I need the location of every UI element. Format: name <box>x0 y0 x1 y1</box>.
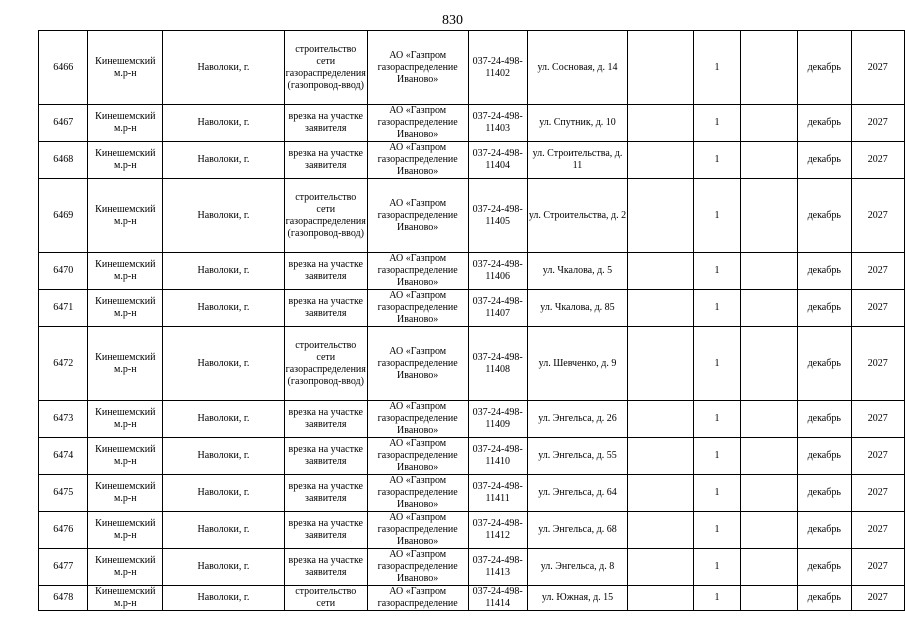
locality-cell: Наволоки, г. <box>163 253 284 290</box>
code-cell: 037-24-498-11414 <box>468 586 527 611</box>
address-cell: ул. Энгельса, д. 68 <box>527 512 627 549</box>
table-row <box>39 31 905 105</box>
organization-cell: АО «Газпром газораспределение Иваново» <box>367 31 468 105</box>
quantity-cell: 1 <box>693 327 740 401</box>
month-cell: декабрь <box>797 549 851 586</box>
table-row <box>39 290 905 327</box>
month-cell: декабрь <box>797 327 851 401</box>
empty-cell <box>741 401 798 438</box>
row-number: 6469 <box>39 179 88 253</box>
locality-cell: Наволоки, г. <box>163 438 284 475</box>
locality-cell: Наволоки, г. <box>163 290 284 327</box>
organization-cell: АО «Газпром газораспределение Иваново» <box>367 290 468 327</box>
work-type-cell: врезка на участке заявителя <box>284 290 367 327</box>
empty-cell <box>741 31 798 105</box>
organization-cell: АО «Газпром газораспределение Иваново» <box>367 549 468 586</box>
work-type-cell: строительство сети газораспределения (газопровод-ввод) <box>284 31 367 105</box>
district-cell: Кинешемский м.р-н <box>88 549 163 586</box>
empty-cell <box>628 253 694 290</box>
table-row <box>39 549 905 586</box>
address-cell: ул. Шевченко, д. 9 <box>527 327 627 401</box>
code-cell: 037-24-498-11410 <box>468 438 527 475</box>
row-number: 6470 <box>39 253 88 290</box>
quantity-cell: 1 <box>693 401 740 438</box>
month-cell: декабрь <box>797 438 851 475</box>
code-cell: 037-24-498-11406 <box>468 253 527 290</box>
district-cell: Кинешемский м.р-н <box>88 253 163 290</box>
empty-cell <box>628 142 694 179</box>
work-type-cell: врезка на участке заявителя <box>284 475 367 512</box>
table-row <box>39 401 905 438</box>
row-number: 6476 <box>39 512 88 549</box>
locality-cell: Наволоки, г. <box>163 142 284 179</box>
year-cell: 2027 <box>851 549 904 586</box>
empty-cell <box>741 290 798 327</box>
empty-cell <box>741 327 798 401</box>
year-cell: 2027 <box>851 31 904 105</box>
month-cell: декабрь <box>797 253 851 290</box>
table-row <box>39 438 905 475</box>
quantity-cell: 1 <box>693 475 740 512</box>
year-cell: 2027 <box>851 179 904 253</box>
empty-cell <box>741 438 798 475</box>
organization-cell: АО «Газпром газораспределение Иваново» <box>367 512 468 549</box>
month-cell: декабрь <box>797 586 851 611</box>
empty-cell <box>741 586 798 611</box>
table-row <box>39 475 905 512</box>
address-cell: ул. Южная, д. 15 <box>527 586 627 611</box>
year-cell: 2027 <box>851 290 904 327</box>
empty-cell <box>741 253 798 290</box>
code-cell: 037-24-498-11404 <box>468 142 527 179</box>
page-number: 830 <box>442 13 463 28</box>
year-cell: 2027 <box>851 401 904 438</box>
work-type-cell: строительство сети газораспределения (газопровод-ввод) <box>284 179 367 253</box>
empty-cell <box>628 179 694 253</box>
address-cell: ул. Строительства, д. 11 <box>527 142 627 179</box>
quantity-cell: 1 <box>693 512 740 549</box>
empty-cell <box>628 327 694 401</box>
row-number: 6472 <box>39 327 88 401</box>
address-cell: ул. Чкалова, д. 85 <box>527 290 627 327</box>
empty-cell <box>628 105 694 142</box>
year-cell: 2027 <box>851 253 904 290</box>
code-cell: 037-24-498-11407 <box>468 290 527 327</box>
month-cell: декабрь <box>797 290 851 327</box>
work-type-cell: врезка на участке заявителя <box>284 438 367 475</box>
locality-cell: Наволоки, г. <box>163 512 284 549</box>
district-cell: Кинешемский м.р-н <box>88 31 163 105</box>
code-cell: 037-24-498-11408 <box>468 327 527 401</box>
code-cell: 037-24-498-11411 <box>468 475 527 512</box>
code-cell: 037-24-498-11403 <box>468 105 527 142</box>
quantity-cell: 1 <box>693 179 740 253</box>
row-number: 6477 <box>39 549 88 586</box>
month-cell: декабрь <box>797 512 851 549</box>
month-cell: декабрь <box>797 31 851 105</box>
address-cell: ул. Энгельса, д. 55 <box>527 438 627 475</box>
month-cell: декабрь <box>797 179 851 253</box>
empty-cell <box>628 475 694 512</box>
code-cell: 037-24-498-11409 <box>468 401 527 438</box>
district-cell: Кинешемский м.р-н <box>88 512 163 549</box>
address-cell: ул. Энгельса, д. 26 <box>527 401 627 438</box>
row-number: 6475 <box>39 475 88 512</box>
year-cell: 2027 <box>851 105 904 142</box>
district-cell: Кинешемский м.р-н <box>88 438 163 475</box>
table-row <box>39 179 905 253</box>
locality-cell: Наволоки, г. <box>163 31 284 105</box>
month-cell: декабрь <box>797 105 851 142</box>
row-number: 6467 <box>39 105 88 142</box>
address-cell: ул. Энгельса, д. 64 <box>527 475 627 512</box>
year-cell: 2027 <box>851 586 904 611</box>
empty-cell <box>628 512 694 549</box>
work-type-cell: врезка на участке заявителя <box>284 142 367 179</box>
row-number: 6473 <box>39 401 88 438</box>
year-cell: 2027 <box>851 512 904 549</box>
work-type-cell: врезка на участке заявителя <box>284 549 367 586</box>
address-cell: ул. Строительства, д. 2 <box>527 179 627 253</box>
work-type-cell: строительство сети <box>284 586 367 611</box>
district-cell: Кинешемский м.р-н <box>88 142 163 179</box>
locality-cell: Наволоки, г. <box>163 401 284 438</box>
address-cell: ул. Спутник, д. 10 <box>527 105 627 142</box>
empty-cell <box>628 549 694 586</box>
empty-cell <box>628 290 694 327</box>
quantity-cell: 1 <box>693 105 740 142</box>
table-row <box>39 253 905 290</box>
quantity-cell: 1 <box>693 31 740 105</box>
work-type-cell: врезка на участке заявителя <box>284 512 367 549</box>
month-cell: декабрь <box>797 142 851 179</box>
quantity-cell: 1 <box>693 549 740 586</box>
row-number: 6474 <box>39 438 88 475</box>
row-number: 6478 <box>39 586 88 611</box>
locality-cell: Наволоки, г. <box>163 475 284 512</box>
empty-cell <box>628 401 694 438</box>
code-cell: 037-24-498-11413 <box>468 549 527 586</box>
row-number: 6471 <box>39 290 88 327</box>
organization-cell: АО «Газпром газораспределение Иваново» <box>367 401 468 438</box>
work-type-cell: строительство сети газораспределения (газопровод-ввод) <box>284 327 367 401</box>
district-cell: Кинешемский м.р-н <box>88 586 163 611</box>
table-row <box>39 327 905 401</box>
table-row <box>39 105 905 142</box>
empty-cell <box>741 142 798 179</box>
row-number: 6466 <box>39 31 88 105</box>
empty-cell <box>628 438 694 475</box>
organization-cell: АО «Газпром газораспределение <box>367 586 468 611</box>
empty-cell <box>628 586 694 611</box>
organization-cell: АО «Газпром газораспределение Иваново» <box>367 475 468 512</box>
empty-cell <box>741 475 798 512</box>
month-cell: декабрь <box>797 401 851 438</box>
year-cell: 2027 <box>851 438 904 475</box>
organization-cell: АО «Газпром газораспределение Иваново» <box>367 438 468 475</box>
table-row <box>39 512 905 549</box>
work-type-cell: врезка на участке заявителя <box>284 401 367 438</box>
organization-cell: АО «Газпром газораспределение Иваново» <box>367 105 468 142</box>
district-cell: Кинешемский м.р-н <box>88 290 163 327</box>
locality-cell: Наволоки, г. <box>163 586 284 611</box>
empty-cell <box>741 549 798 586</box>
year-cell: 2027 <box>851 142 904 179</box>
code-cell: 037-24-498-11405 <box>468 179 527 253</box>
locality-cell: Наволоки, г. <box>163 327 284 401</box>
quantity-cell: 1 <box>693 438 740 475</box>
locality-cell: Наволоки, г. <box>163 179 284 253</box>
district-cell: Кинешемский м.р-н <box>88 179 163 253</box>
table-row <box>39 586 905 611</box>
empty-cell <box>628 31 694 105</box>
address-cell: ул. Энгельса, д. 8 <box>527 549 627 586</box>
quantity-cell: 1 <box>693 253 740 290</box>
organization-cell: АО «Газпром газораспределение Иваново» <box>367 179 468 253</box>
organization-cell: АО «Газпром газораспределение Иваново» <box>367 327 468 401</box>
quantity-cell: 1 <box>693 290 740 327</box>
organization-cell: АО «Газпром газораспределение Иваново» <box>367 142 468 179</box>
row-number: 6468 <box>39 142 88 179</box>
address-cell: ул. Сосновая, д. 14 <box>527 31 627 105</box>
empty-cell <box>741 105 798 142</box>
gas-connection-table <box>38 30 905 611</box>
code-cell: 037-24-498-11402 <box>468 31 527 105</box>
district-cell: Кинешемский м.р-н <box>88 327 163 401</box>
work-type-cell: врезка на участке заявителя <box>284 105 367 142</box>
quantity-cell: 1 <box>693 586 740 611</box>
code-cell: 037-24-498-11412 <box>468 512 527 549</box>
organization-cell: АО «Газпром газораспределение Иваново» <box>367 253 468 290</box>
locality-cell: Наволоки, г. <box>163 105 284 142</box>
district-cell: Кинешемский м.р-н <box>88 401 163 438</box>
year-cell: 2027 <box>851 327 904 401</box>
district-cell: Кинешемский м.р-н <box>88 475 163 512</box>
month-cell: декабрь <box>797 475 851 512</box>
empty-cell <box>741 512 798 549</box>
work-type-cell: врезка на участке заявителя <box>284 253 367 290</box>
address-cell: ул. Чкалова, д. 5 <box>527 253 627 290</box>
table-row <box>39 142 905 179</box>
empty-cell <box>741 179 798 253</box>
locality-cell: Наволоки, г. <box>163 549 284 586</box>
year-cell: 2027 <box>851 475 904 512</box>
quantity-cell: 1 <box>693 142 740 179</box>
district-cell: Кинешемский м.р-н <box>88 105 163 142</box>
